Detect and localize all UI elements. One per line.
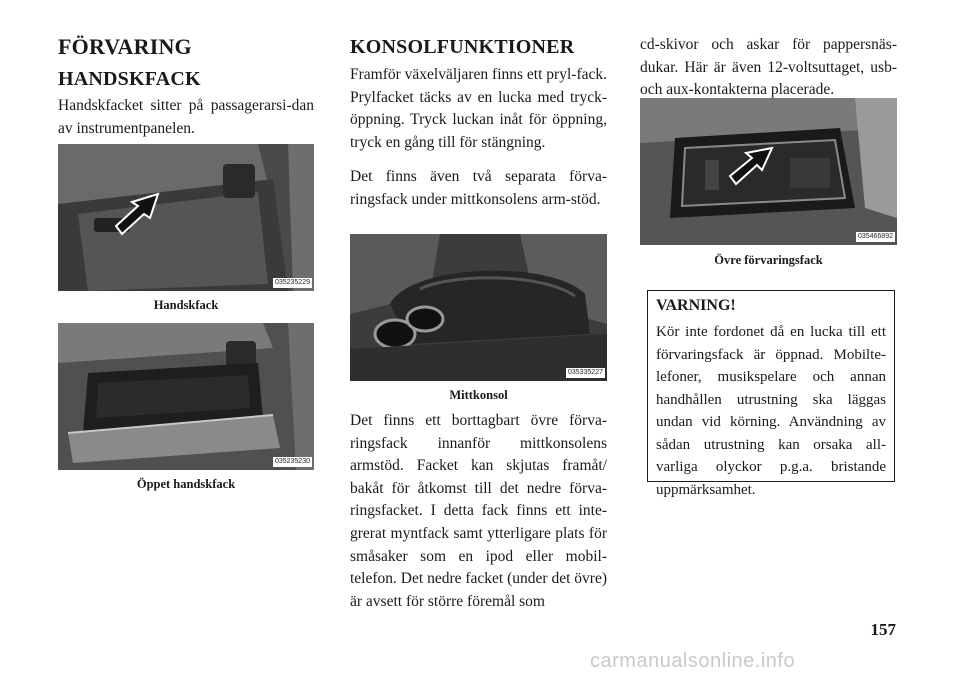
figure-code: 035235230 <box>274 458 310 465</box>
caption-mittkonsol: Mittkonsol <box>449 388 508 402</box>
page-number: 157 <box>870 620 896 639</box>
photo-glovebox-closed <box>58 144 314 291</box>
section-title: FÖRVARING <box>58 34 192 59</box>
photo-center-console <box>350 234 607 381</box>
caption-handskfack: Handskfack <box>153 298 219 312</box>
warning-text: Kör inte fordonet då en lucka till ett förvaringsfack är öppnad. Mobilte-lefoner, musikspelare och annan handhållen utrustning ska läggas undan vid körning. Användning av sådan utrustning kan orsaka all-varliga olyckor p.g.a. bristande uppmärksamhet. <box>656 324 886 498</box>
warning-title: VARNING! <box>656 297 736 314</box>
para-separata-fack: Det finns även två separata förva-ringsfack under mittkonsolens arm-stöd. <box>350 168 607 208</box>
intro-text: Handskfacket sitter på passagerarsi-dan av instrumentpanelen. <box>58 97 314 137</box>
heading-konsolfunktioner: KONSOLFUNKTIONER <box>350 36 575 58</box>
para-ovre-fack: Det finns ett borttagbart övre förva-ringsfack innanför mittkonsolens armstöd. Facket kan skjutas framåt/ bakåt för åtkomst till det nedre förva-ringsfacket. I detta fack finns ett inte-grerat myntfack samt ytterligare plats för småsaker som en ipod eller mobil-telefon. Det nedre facket (under det övre) är avsett för större föremål som <box>350 412 607 610</box>
warning-box <box>647 290 895 498</box>
figure-code: 035335227 <box>567 369 603 376</box>
para-cd-skivor: cd-skivor och askar för pappersnäs-dukar. Här är även 12-voltsuttaget, usb- och aux-kontakterna placerade. <box>640 36 897 99</box>
figure-code: 035235229 <box>274 279 310 286</box>
heading-handskfack: HANDSKFACK <box>58 68 201 90</box>
caption-ovre-forvaringsfack: Övre förvaringsfack <box>714 253 823 267</box>
caption-oppet-handskfack: Öppet handskfack <box>136 477 236 491</box>
figure-code: 035466892 <box>857 233 893 240</box>
photo-upper-storage <box>640 98 897 245</box>
watermark: carmanualsonline.info <box>590 650 796 672</box>
photo-glovebox-open <box>58 323 314 470</box>
para-prylfack: Framför växelväljaren finns ett pryl-fack. Prylfacket täcks av en lucka med tryck-öppning. Tryck luckan inåt för öppning, tryck en gång till för stängning. <box>350 66 607 151</box>
